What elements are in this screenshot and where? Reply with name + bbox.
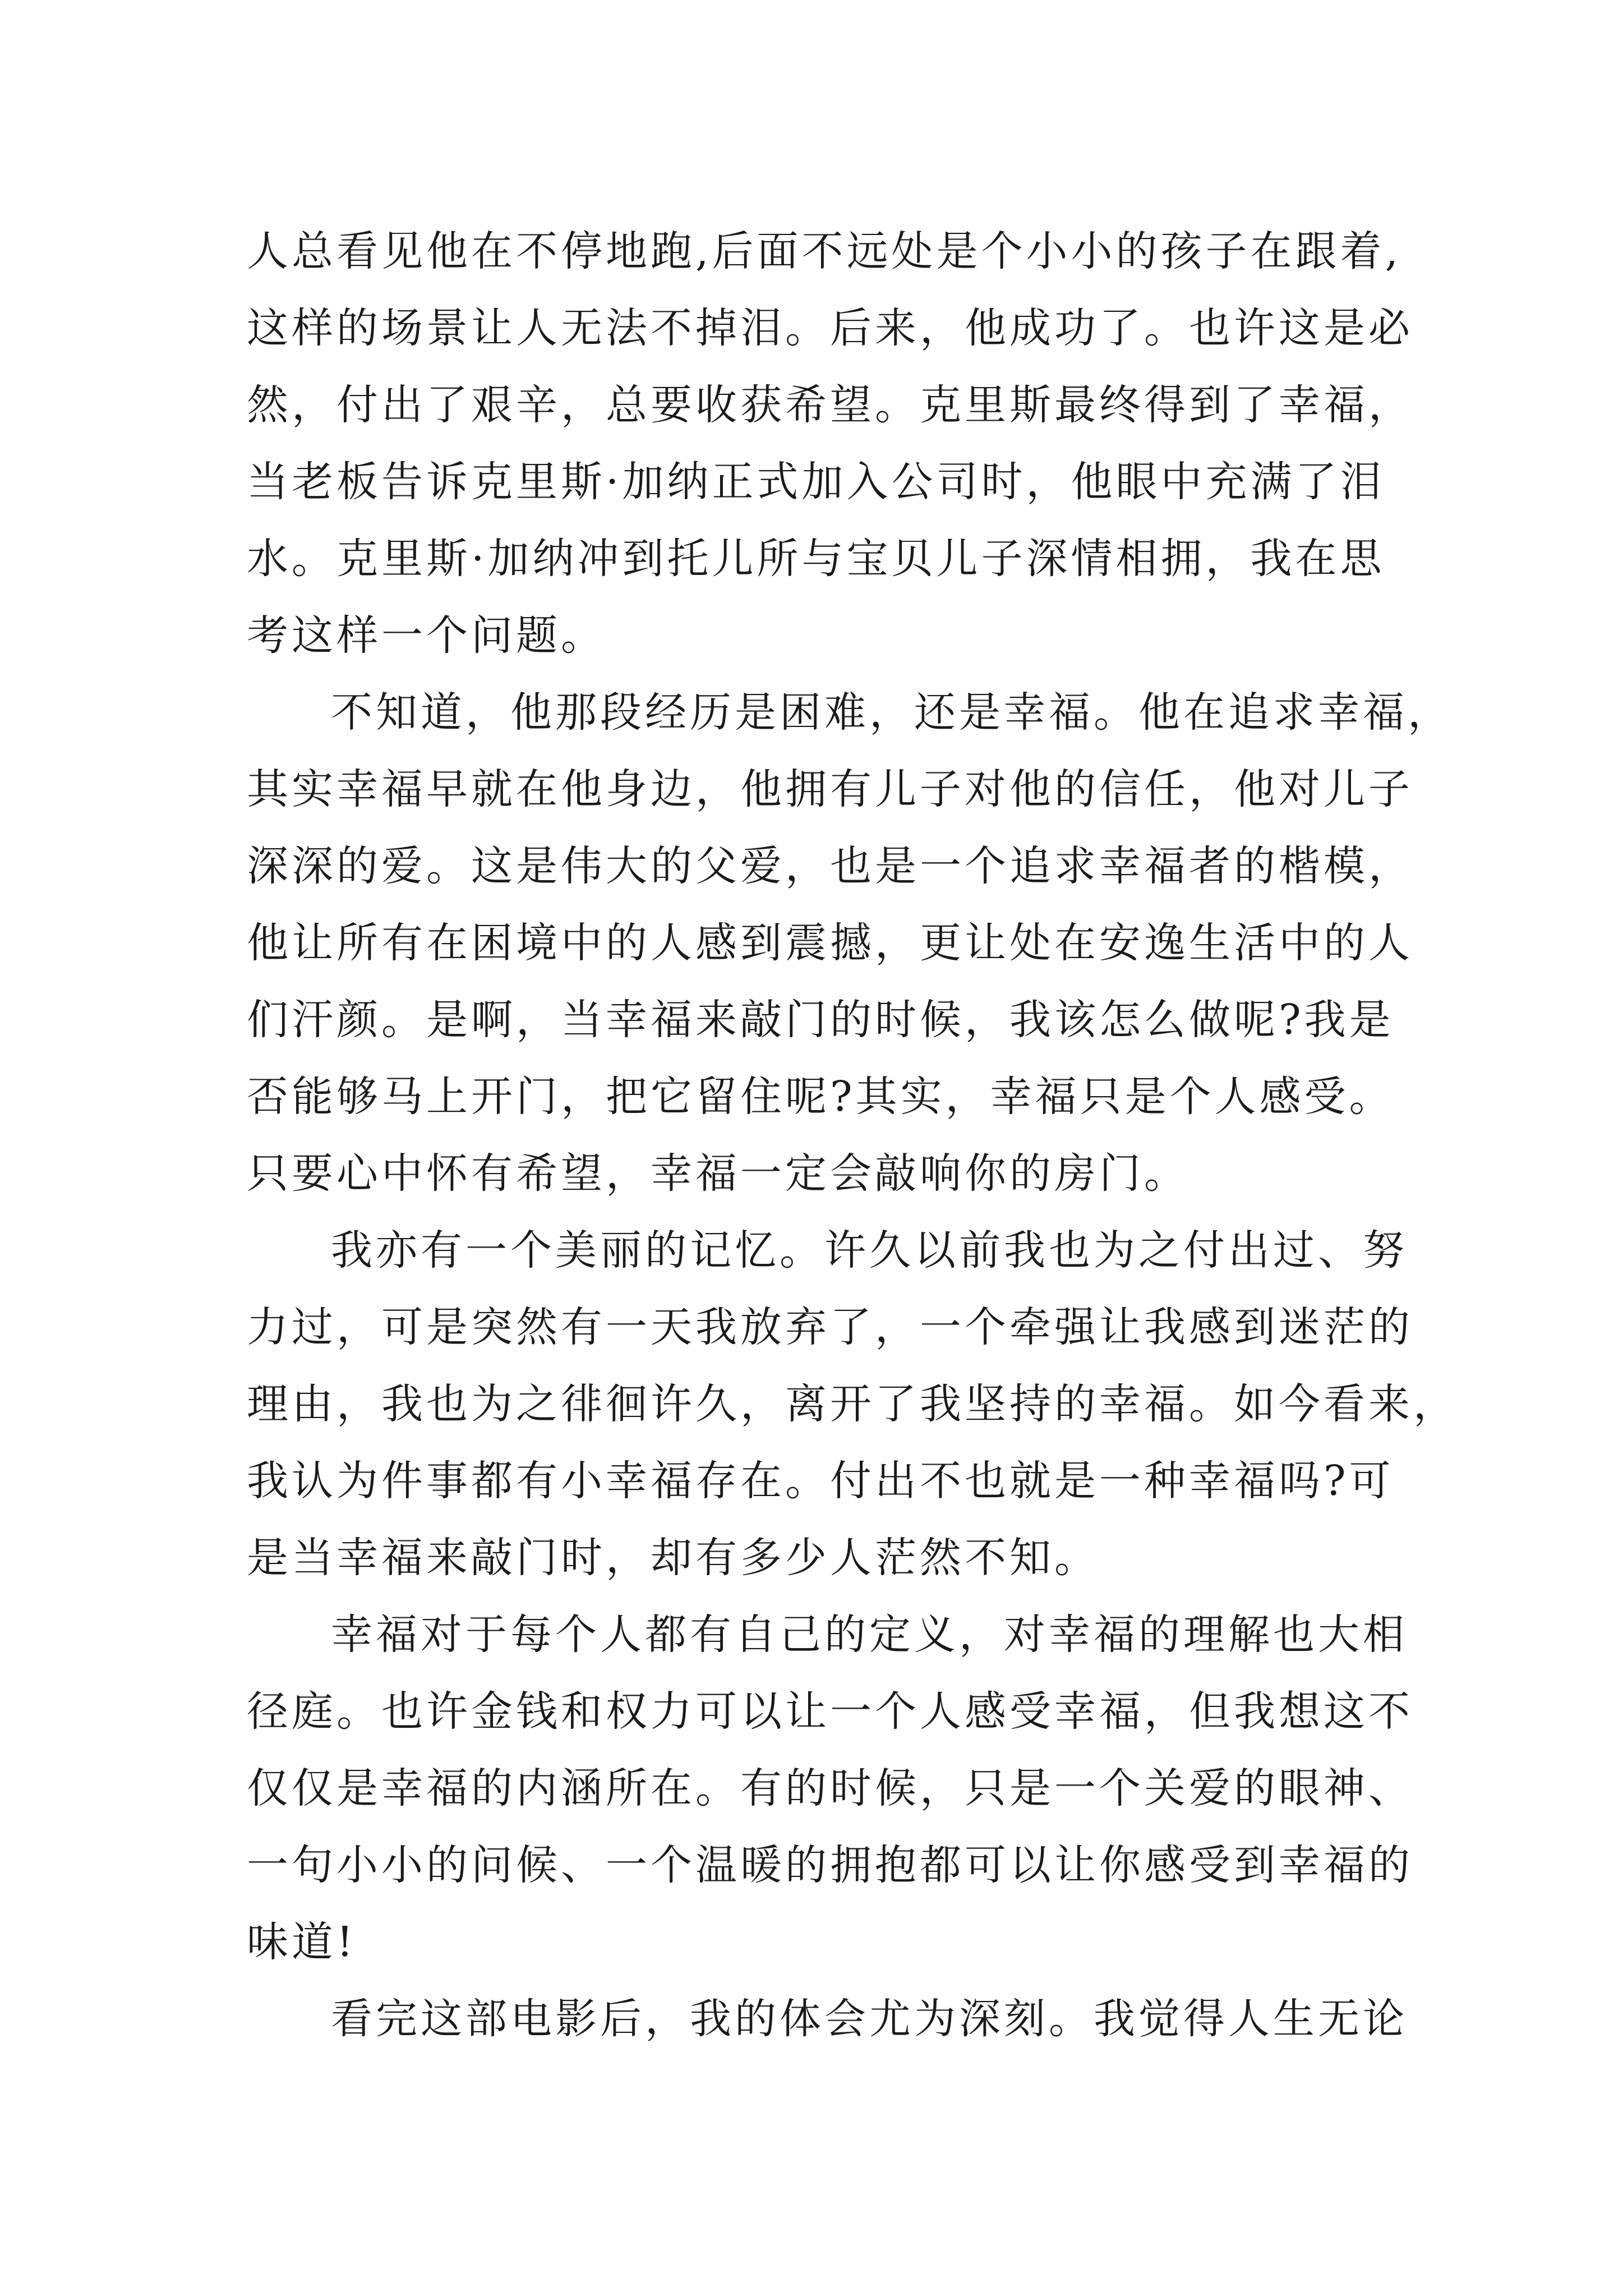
text-line: 只要心中怀有希望，幸福一定会敲响你的房门。 bbox=[247, 1149, 1189, 1198]
paragraph bbox=[247, 1212, 1458, 1596]
text-line: 深深的爱。这是伟大的父爱，也是一个追求幸福者的楷模， bbox=[247, 842, 1413, 890]
paragraph bbox=[247, 674, 1453, 1212]
text-line: 们汗颜。是啊，当幸福来敲门的时候，我该怎么做呢?我是 bbox=[247, 996, 1394, 1044]
text-line: 他让所有在困境中的人感到震撼，更让处在安逸生活中的人 bbox=[247, 919, 1413, 967]
text-line: 人总看见他在不停地跑,后面不远处是个小小的孩子在跟着, bbox=[247, 227, 1402, 275]
paragraph bbox=[247, 1596, 1424, 1981]
body-text bbox=[247, 213, 1458, 2058]
text-line: 仅仅是幸福的内涵所在。有的时候，只是一个关爱的眼神、 bbox=[247, 1764, 1413, 1812]
text-line: 我认为件事都有小幸福存在。付出不也就是一种幸福吗?可 bbox=[247, 1457, 1394, 1505]
text-line: 然，付出了艰辛，总要收获希望。克里斯最终得到了幸福， bbox=[247, 381, 1413, 429]
text-line: 看完这部电影后，我的体会尤为深刻。我觉得人生无论 bbox=[331, 1995, 1408, 2043]
text-line: 我亦有一个美丽的记忆。许久以前我也为之付出过、努 bbox=[331, 1226, 1408, 1274]
text-line: 径庭。也许金钱和权力可以让一个人感受幸福，但我想这不 bbox=[247, 1687, 1413, 1736]
text-line: 考这样一个问题。 bbox=[247, 611, 606, 660]
text-line: 力过，可是突然有一天我放弃了，一个牵强让我感到迷茫的 bbox=[247, 1303, 1413, 1351]
text-line: 其实幸福早就在他身边，他拥有儿子对他的信任，他对儿子 bbox=[247, 765, 1413, 813]
paragraph bbox=[247, 1981, 1424, 2058]
text-line: 否能够马上开门，把它留住呢?其实，幸福只是个人感受。 bbox=[247, 1073, 1394, 1121]
text-line: 水。克里斯·加纳冲到托儿所与宝贝儿子深情相拥，我在思 bbox=[247, 535, 1385, 583]
text-line: 理由，我也为之徘徊许久，离开了我坚持的幸福。如今看来， bbox=[247, 1380, 1458, 1428]
text-line: 一句小小的问候、一个温暖的拥抱都可以让你感受到幸福的 bbox=[247, 1841, 1413, 1889]
text-line: 不知道，他那段经历是困难，还是幸福。他在追求幸福， bbox=[331, 688, 1453, 737]
text-line: 当老板告诉克里斯·加纳正式加入公司时，他眼中充满了泪 bbox=[247, 458, 1385, 506]
text-line: 幸福对于每个人都有自己的定义，对幸福的理解也大相 bbox=[331, 1611, 1408, 1659]
text-line: 这样的场景让人无法不掉泪。后来，他成功了。也许这是必 bbox=[247, 304, 1413, 352]
text-line: 味道! bbox=[247, 1918, 357, 1966]
paragraph bbox=[247, 213, 1424, 674]
text-line: 是当幸福来敲门时，却有多少人茫然不知。 bbox=[247, 1534, 1099, 1582]
